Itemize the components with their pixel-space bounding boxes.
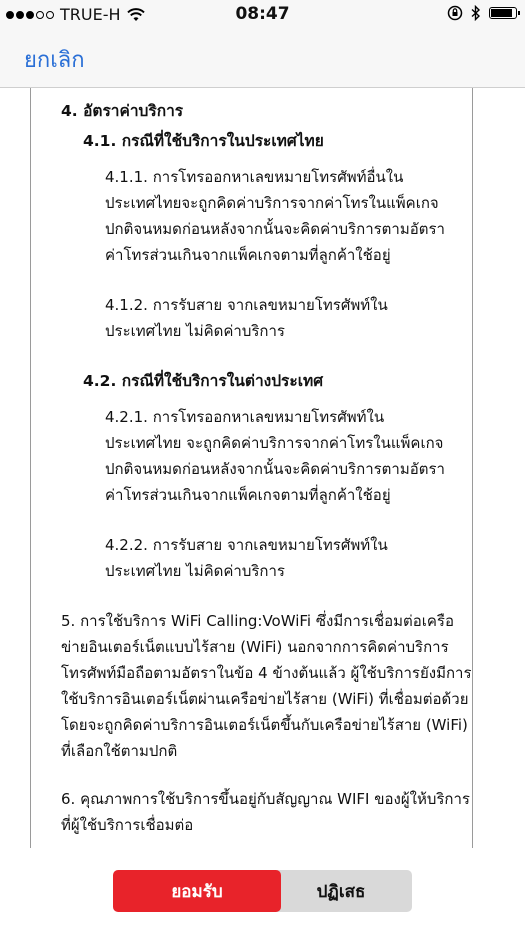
accept-button[interactable]: ยอมรับ	[113, 870, 281, 912]
section-4-1-1: 4.1.1. การโทรออกหาเลขหมายโทรศัพท์อื่นในประเทศไทยจะถูกคิดค่าบริการจากค่าโทรในแพ็คเกจปกติจนหมดก่อนหลังจากนั้นจะคิดค่าบริการตามอัตราค่าโทรส่วนเกินจากแพ็คเกจตามที่ลูกค้าใช้อยู่	[105, 168, 445, 264]
section-4-2-2: 4.2.2. การรับสาย จากเลขหมายโทรศัพท์ในประเทศไทย ไม่คิดค่าบริการ	[105, 536, 388, 580]
carrier-name: TRUE-H	[60, 5, 121, 24]
section-4-1-2: 4.1.2. การรับสาย จากเลขหมายโทรศัพท์ในประเทศไทย ไม่คิดค่าบริการ	[105, 296, 388, 340]
terms-scroll-area[interactable]	[30, 88, 473, 848]
section-4-2-1: 4.2.1. การโทรออกหาเลขหมายโทรศัพท์ในประเทศไทย จะถูกคิดค่าบริการจากค่าโทรในแพ็คเกจปกติจนหมดก่อนหลังจากนั้นจะคิดค่าบริการตามอัตราค่าโทรส่วนเกินจากแพ็คเกจตามที่ลูกค้าใช้อยู่	[105, 408, 445, 504]
cancel-button[interactable]: ยกเลิก	[24, 48, 85, 73]
section-4-1-title: 4.1. กรณีที่ใช้บริการในประเทศไทย	[83, 132, 324, 150]
section-4-title: 4. อัตราค่าบริการ	[61, 102, 184, 120]
bluetooth-icon	[471, 5, 481, 21]
terms-text	[61, 98, 471, 848]
battery-icon	[489, 7, 517, 19]
clock: 08:47	[235, 4, 290, 24]
section-4-2-title: 4.2. กรณีที่ใช้บริการในต่างประเทศ	[83, 372, 324, 390]
navigation-bar	[0, 28, 525, 88]
action-bar	[0, 848, 525, 933]
section-5: 5. การใช้บริการ WiFi Calling:VoWiFi ซึ่งมีการเชื่อมต่อเครือข่ายอินเตอร์เน็ตแบบไร้สาย (WiFi) นอกจากการคิดค่าบริการโทรศัพท์มือถือตามอัตราในข้อ 4 ข้างต้นแล้ว ผู้ใช้บริการยังมีการใช้บริการอินเตอร์เน็ตผ่านเครือข่ายไร้สาย (WiFi) ที่เชื่อมต่อด้วยโดยจะถูกคิดค่าบริการอินเตอร์เน็ตขึ้นกับเครือข่ายไร้สาย (WiFi) ที่เลือกใช้ตามปกติ	[61, 612, 472, 760]
status-right	[447, 5, 517, 21]
section-6: 6. คุณภาพการใช้บริการขึ้นอยู่กับสัญญาณ WIFI ของผู้ให้บริการที่ผู้ใช้บริการเชื่อมต่อ	[61, 790, 470, 834]
orientation-lock-icon	[447, 5, 463, 21]
reject-button[interactable]: ปฏิเสธ	[270, 870, 412, 912]
status-bar	[0, 0, 525, 28]
